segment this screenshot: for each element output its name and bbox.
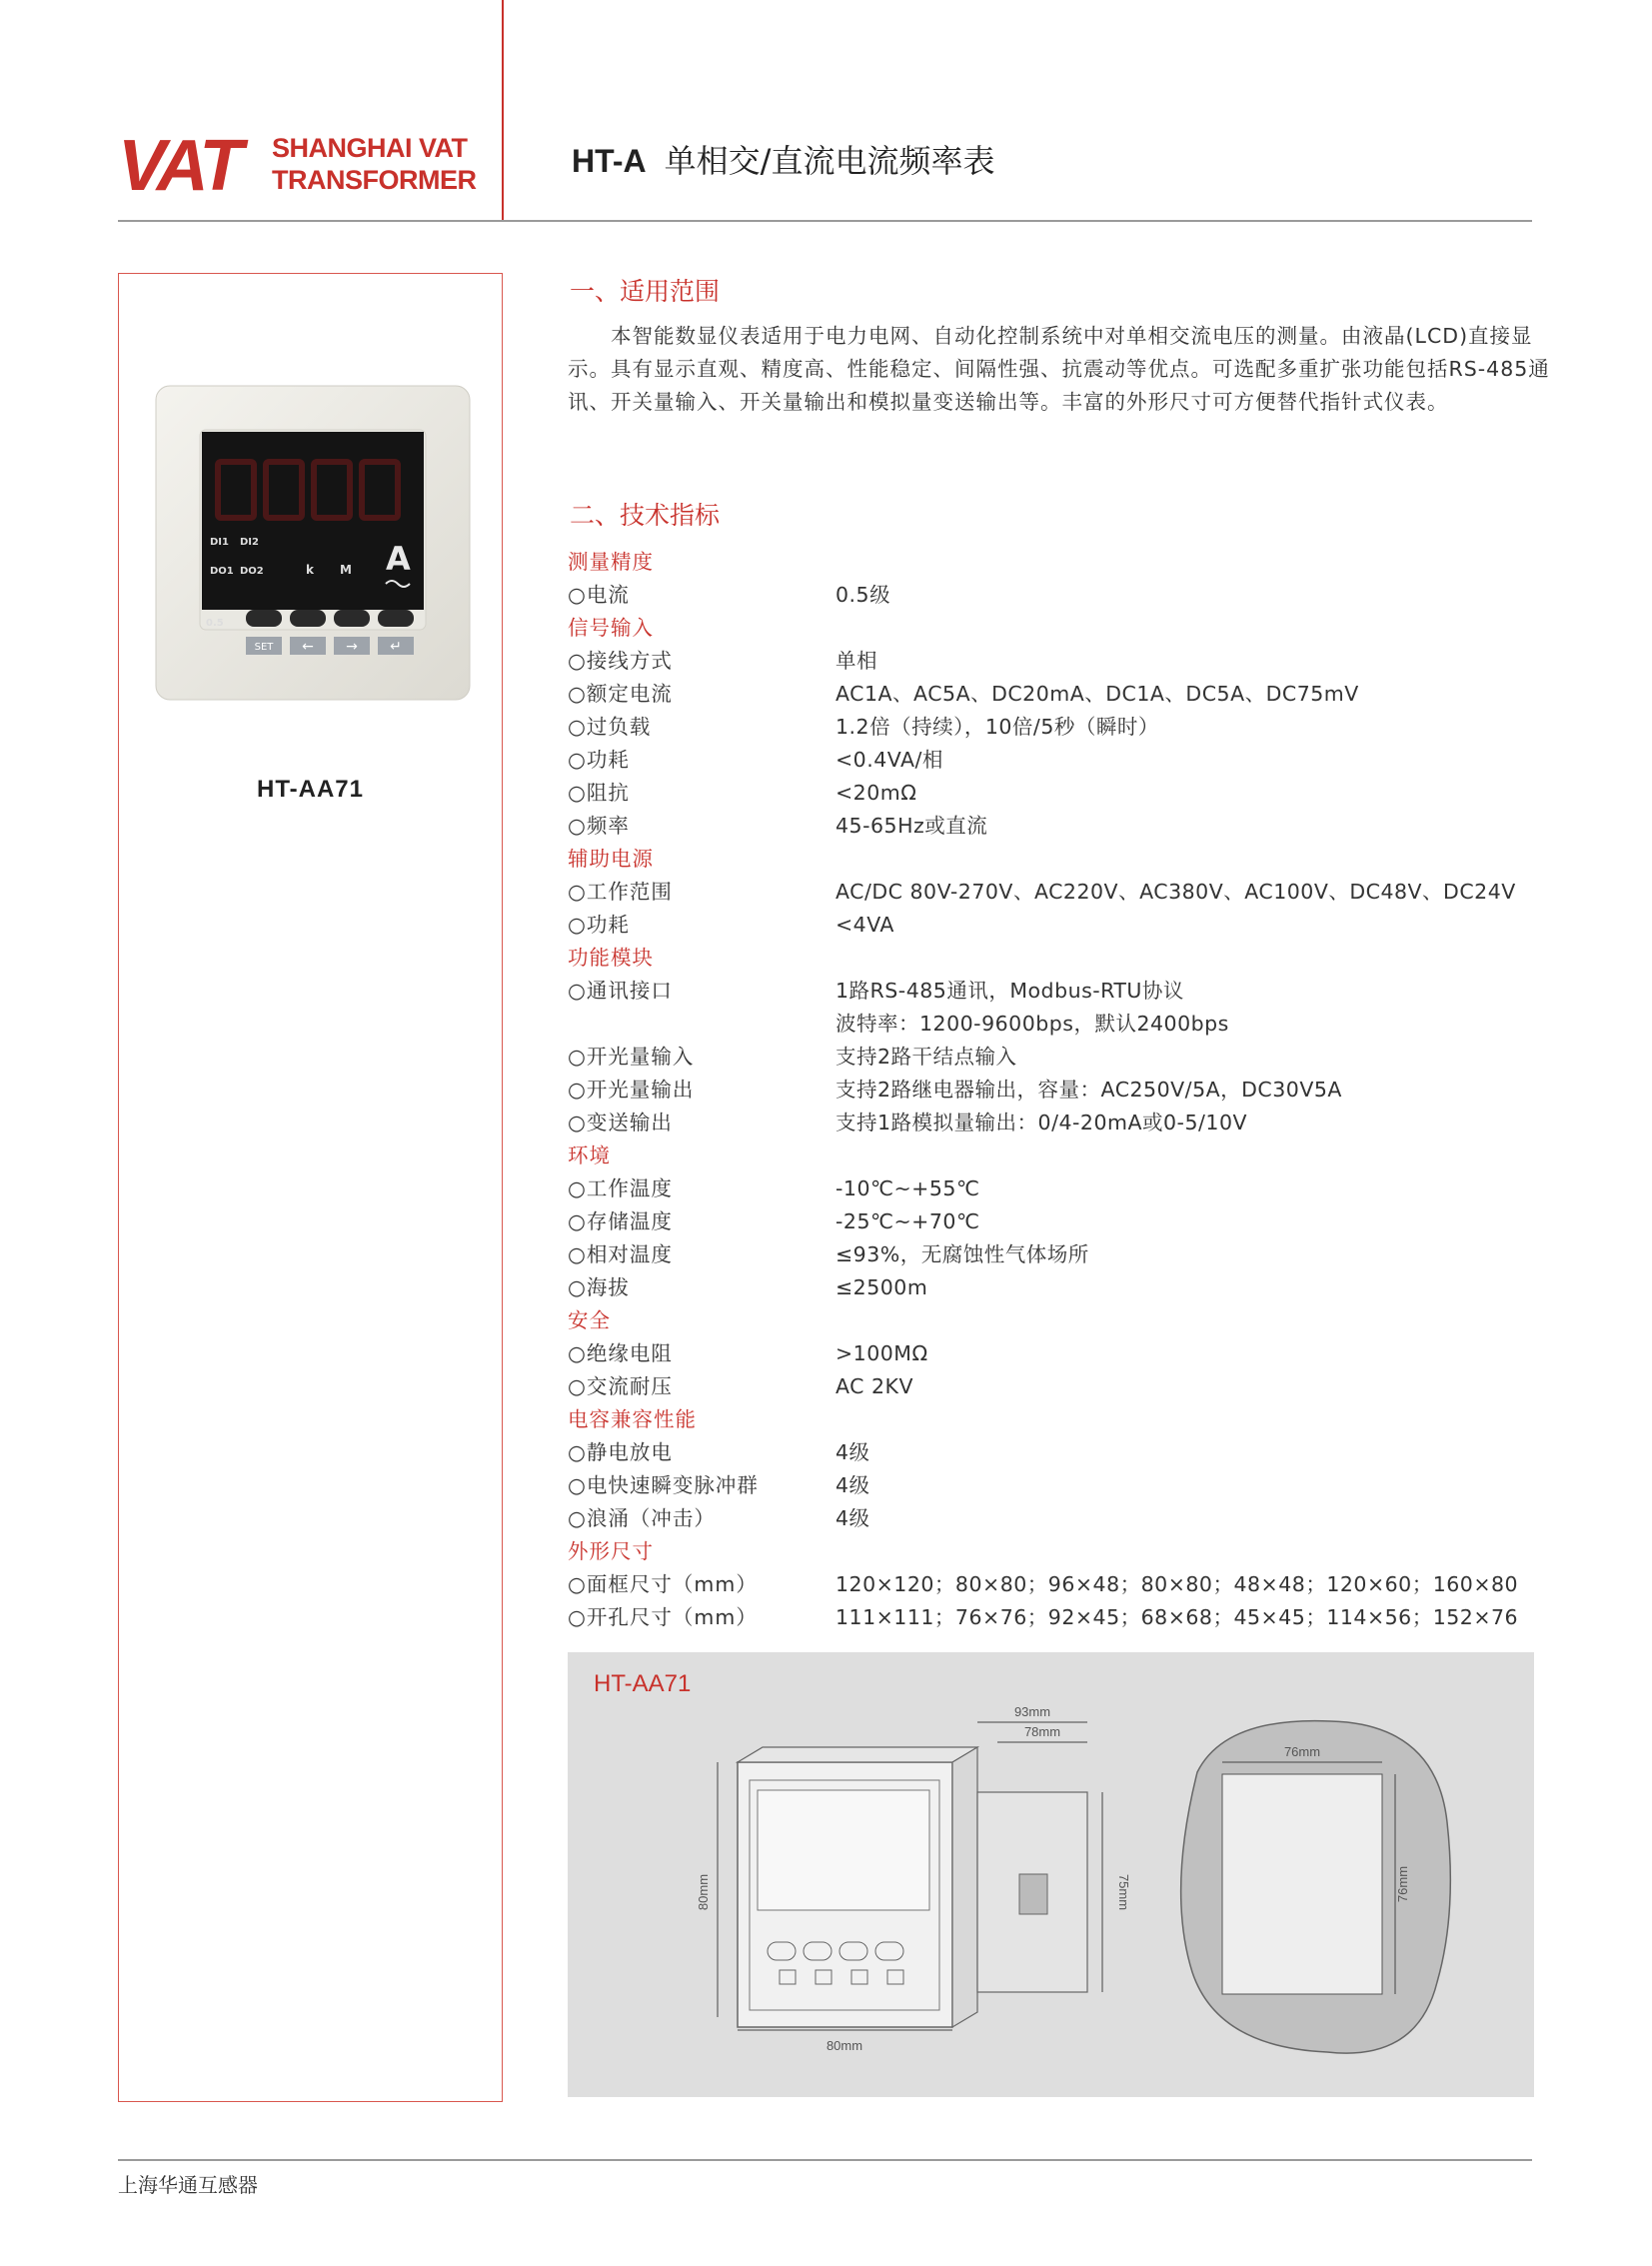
- spec-value: 0.5级: [835, 583, 891, 607]
- dim-cutout-height: 76mm: [1395, 1865, 1410, 1903]
- right-arrow-icon: →: [346, 639, 358, 655]
- spec-row: [568, 1008, 1557, 1041]
- spec-list: [568, 546, 1557, 1634]
- spec-row: [568, 876, 1557, 909]
- spec-value: 4级: [835, 1473, 870, 1497]
- spec-label: ○ 海拔: [568, 1271, 630, 1304]
- spec-label: ○ 额定电流: [568, 678, 673, 711]
- spec-row: [568, 1469, 1557, 1502]
- spec-label: ○ 接线方式: [568, 645, 673, 678]
- meter-button-1: [246, 610, 282, 627]
- spec-category: 信号输入: [568, 616, 654, 640]
- spec-label: ○ 阻抗: [568, 777, 630, 810]
- page-title-text: 单相交/直流电流频率表: [664, 142, 995, 180]
- unit-m: M: [340, 563, 352, 577]
- enter-icon: ↵: [390, 639, 402, 655]
- spec-row: [568, 777, 1557, 810]
- dim-cutout-width: 76mm: [1283, 1744, 1321, 1759]
- spec-row: [568, 1370, 1557, 1403]
- spec-label: ○ 存储温度: [568, 1205, 673, 1238]
- spec-row: [568, 645, 1557, 678]
- meter-side-edge: [952, 1747, 977, 2027]
- spec-row: [568, 1074, 1557, 1107]
- spec-value: 支持1路模拟量输出：0/4-20mA或0-5/10V: [835, 1111, 1248, 1134]
- spec-value: <4VA: [835, 913, 894, 937]
- spec-row: [568, 1205, 1557, 1238]
- unit-symbol: A: [386, 540, 411, 578]
- spec-value: -10℃~+55℃: [835, 1176, 980, 1200]
- spec-row: [568, 1436, 1557, 1469]
- spec-category: 辅助电源: [568, 847, 654, 871]
- spec-label: ○ 相对温度: [568, 1238, 673, 1271]
- spec-label: ○ 开孔尺寸（mm）: [568, 1601, 758, 1634]
- accuracy-mark: 0.5: [206, 618, 224, 629]
- spec-value: <0.4VA/相: [835, 748, 943, 772]
- spec-label: ○ 电快速瞬变脉冲群: [568, 1469, 759, 1502]
- scope-text: [568, 320, 1552, 419]
- spec-value: AC 2KV: [835, 1374, 914, 1398]
- product-photo: [154, 384, 472, 704]
- panel-cutout: [1222, 1774, 1382, 1994]
- dim-body-height: 75mm: [1116, 1873, 1131, 1911]
- spec-row: [568, 1238, 1557, 1271]
- spec-value: 45-65Hz或直流: [835, 814, 988, 838]
- spec-label: ○ 面框尺寸（mm）: [568, 1568, 758, 1601]
- spec-value: ≤2500m: [835, 1275, 928, 1299]
- indicator-di2: DI2: [240, 537, 259, 548]
- spec-category: 外形尺寸: [568, 1539, 654, 1563]
- spec-row: [568, 678, 1557, 711]
- spec-row: [568, 909, 1557, 942]
- spec-value: ≤93%，无腐蚀性气体场所: [835, 1242, 1089, 1266]
- button-label-set-text: SET: [254, 642, 274, 653]
- spec-label: ○ 工作温度: [568, 1172, 673, 1205]
- spec-value: AC1A、AC5A、DC20mA、DC1A、DC5A、DC75mV: [835, 682, 1359, 706]
- meter-top-edge: [738, 1747, 977, 1762]
- spec-label: ○ 功耗: [568, 744, 630, 777]
- spec-row: [568, 579, 1557, 612]
- spec-category: 环境: [568, 1143, 611, 1167]
- brand-name-line2: TRANSFORMER: [272, 165, 477, 195]
- dim-depth-total: 93mm: [1013, 1704, 1051, 1719]
- footer-divider: [118, 2159, 1532, 2161]
- footer-company: 上海华通互感器: [118, 2173, 258, 2197]
- spec-row: [568, 1172, 1557, 1205]
- meter-button-4: [378, 610, 414, 627]
- spec-label: ○ 交流耐压: [568, 1370, 673, 1403]
- mounting-clip: [1019, 1874, 1047, 1914]
- spec-label: ○ 过负载: [568, 711, 651, 744]
- meter-window-outline: [758, 1790, 929, 1910]
- spec-category: 功能模块: [568, 946, 654, 970]
- spec-label: ○ 通讯接口: [568, 975, 673, 1008]
- product-model: HT-AA71: [256, 776, 365, 803]
- spec-value: 1.2倍（持续），10倍/5秒（瞬时）: [835, 715, 1159, 739]
- brand-name: [272, 132, 477, 196]
- spec-label: ○ 功耗: [568, 909, 630, 942]
- spec-value: 单相: [835, 649, 877, 673]
- spec-value: 波特率：1200-9600bps，默认2400bps: [835, 1012, 1229, 1036]
- tech-title: 二、技术指标: [570, 501, 721, 530]
- spec-row: [568, 1601, 1557, 1634]
- indicator-do1: DO1: [210, 566, 234, 577]
- spec-value: >100MΩ: [835, 1341, 928, 1365]
- spec-label: ○ 开光量输入: [568, 1041, 694, 1074]
- dimension-diagram: [568, 1652, 1534, 2097]
- spec-label: ○ 频率: [568, 810, 630, 843]
- brand-logo: VAT: [118, 126, 240, 206]
- spec-value: 4级: [835, 1440, 870, 1464]
- meter-button-3: [334, 610, 370, 627]
- brand-name-line1: SHANGHAI VAT: [272, 133, 468, 163]
- spec-row: [568, 1337, 1557, 1370]
- spec-label: ○ 绝缘电阻: [568, 1337, 673, 1370]
- spec-label: ○ 变送输出: [568, 1107, 673, 1139]
- page-title: [572, 136, 994, 182]
- meter-button-2: [290, 610, 326, 627]
- spec-value: AC/DC 80V-270V、AC220V、AC380V、AC100V、DC48V、DC24V: [835, 880, 1516, 904]
- spec-row: [568, 975, 1557, 1008]
- spec-label: ○ 工作范围: [568, 876, 673, 909]
- spec-value: 111×111；76×76；92×45；68×68；45×45；114×56；152×76: [835, 1605, 1519, 1629]
- spec-category: 电容兼容性能: [568, 1407, 697, 1431]
- spec-row: [568, 1568, 1557, 1601]
- spec-row: [568, 1107, 1557, 1139]
- header-divider-vertical: [502, 0, 504, 222]
- spec-row: [568, 1502, 1557, 1535]
- spec-row: [568, 711, 1557, 744]
- spec-category: 安全: [568, 1308, 611, 1332]
- page-title-code: HT-A: [572, 143, 647, 179]
- dim-front-height: 80mm: [696, 1873, 711, 1911]
- spec-label: ○ 开光量输出: [568, 1074, 694, 1107]
- spec-row: [568, 744, 1557, 777]
- spec-label: ○ 浪涌（冲击）: [568, 1502, 716, 1535]
- spec-value: 120×120；80×80；96×48；80×80；48×48；120×60；160×80: [835, 1572, 1519, 1596]
- spec-row: [568, 810, 1557, 843]
- scope-paragraph: 本智能数显仪表适用于电力电网、自动化控制系统中对单相交流电压的测量。由液晶(LCD)直接显示。具有显示直观、精度高、性能稳定、间隔性强、抗震动等优点。可选配多重扩张功能包括RS-485通讯、开关量输入、开关量输出和模拟量变送输出等。丰富的外形尺寸可方便替代指针式仪表。: [568, 324, 1550, 414]
- drawing-title: HT-AA71: [594, 1670, 692, 1697]
- spec-row: [568, 1041, 1557, 1074]
- indicator-do2: DO2: [240, 566, 264, 577]
- spec-value: 1路RS-485通讯，Modbus-RTU协议: [835, 979, 1184, 1003]
- spec-label: ○ 静电放电: [568, 1436, 673, 1469]
- front-view: [718, 1722, 1102, 2030]
- spec-value: 支持2路继电器输出，容量：AC250V/5A，DC30V5A: [835, 1078, 1342, 1102]
- header-divider: [118, 220, 1532, 222]
- spec-value: -25℃~+70℃: [835, 1209, 980, 1233]
- dim-front-width: 80mm: [826, 2038, 863, 2053]
- unit-k: k: [306, 563, 314, 577]
- spec-value: 4级: [835, 1506, 870, 1530]
- spec-label: ○ 电流: [568, 579, 630, 612]
- scope-title: 一、适用范围: [570, 277, 721, 306]
- left-arrow-icon: ←: [302, 639, 314, 655]
- spec-value: <20mΩ: [835, 781, 917, 805]
- spec-row: [568, 1271, 1557, 1304]
- dimension-drawing: [568, 1652, 1534, 2097]
- dim-depth-body: 78mm: [1023, 1724, 1061, 1739]
- indicator-di1: DI1: [210, 537, 229, 548]
- spec-value: 支持2路干结点输入: [835, 1045, 1017, 1069]
- spec-category: 测量精度: [568, 550, 654, 574]
